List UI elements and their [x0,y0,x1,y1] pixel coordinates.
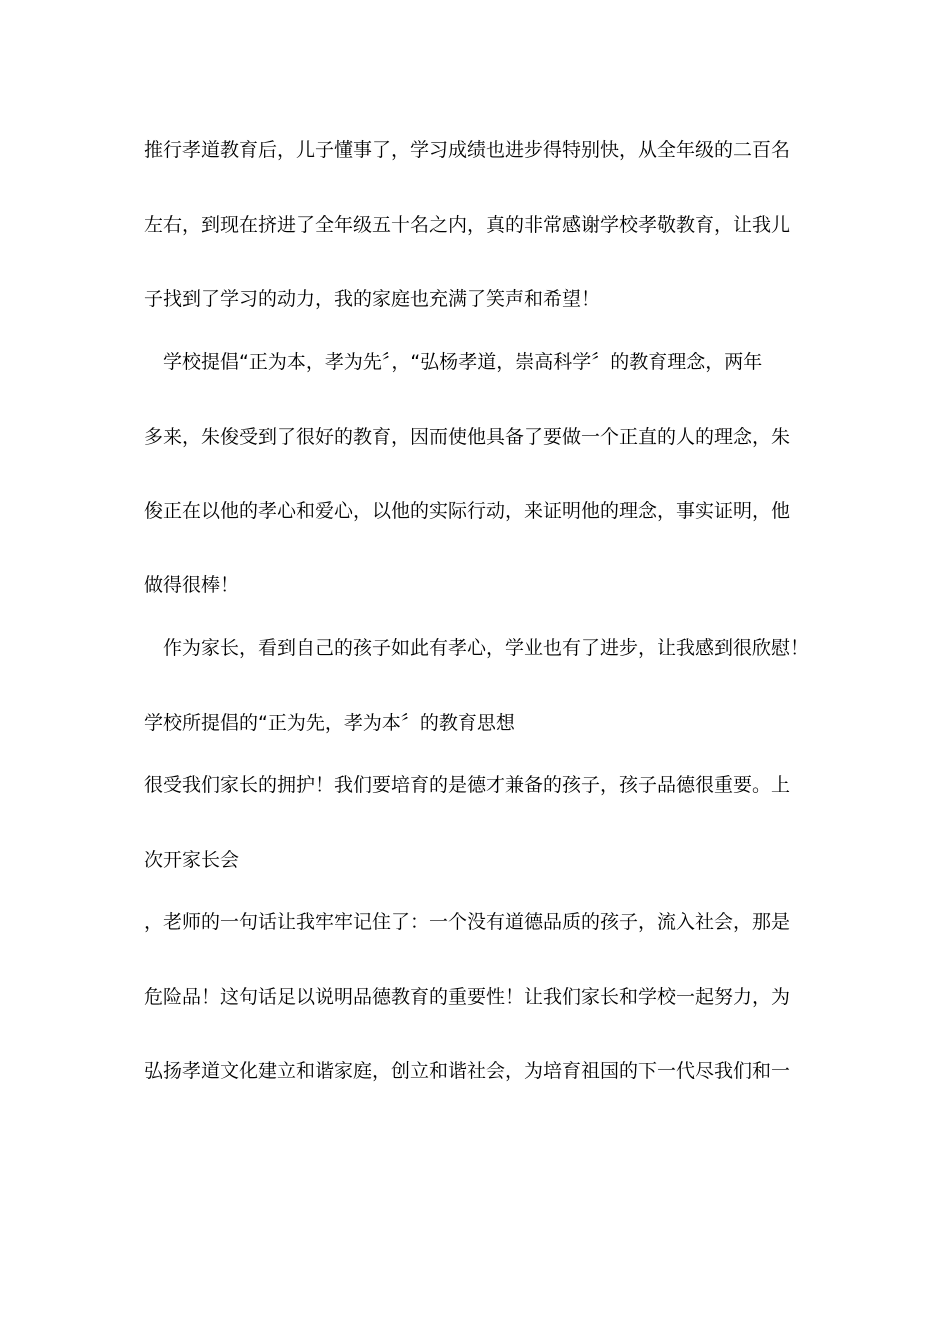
paragraph-line: 推行孝道教育后，儿子懂事了，学习成绩也进步得特别快，从全年级的二百名 [144,139,791,161]
paragraph-line: 子找到了学习的动力，我的家庭也充满了笑声和希望！ [144,288,601,310]
paragraph-line: 俊正在以他的孝心和爱心，以他的实际行动，来证明他的理念，事实证明，他 [144,500,791,522]
paragraph-line: 学校提倡“正为本，孝为先〞，“弘杨孝道，崇高科学〞的教育理念，两年 [144,351,763,373]
paragraph-line: 很受我们家长的拥护！我们要培育的是德才兼备的孩子，孩子品德很重要。上 [144,774,791,796]
paragraph-line: 做得很棒！ [144,574,240,596]
paragraph-line: 弘扬孝道文化建立和谐家庭，创立和谐社会，为培育祖国的下一代尽我们和一 [144,1060,791,1082]
paragraph-line: 学校所提倡的“正为先，孝为本〞的教育思想 [144,712,515,734]
paragraph-line: 左右，到现在挤进了全年级五十名之内，真的非常感谢学校孝敬教育，让我儿 [144,214,791,236]
paragraph-line: 次开家长会 [144,849,240,871]
paragraph-line: ，老师的一句话让我牢牢记住了：一个没有道德品质的孩子，流入社会，那是 [144,911,791,933]
paragraph-line: 作为家长，看到自己的孩子如此有孝心，学业也有了进步，让我感到很欣慰！ [144,637,810,659]
paragraph-line: 危险品！这句话足以说明品德教育的重要性！让我们家长和学校一起努力，为 [144,986,791,1008]
paragraph-line: 多来，朱俊受到了很好的教育，因而使他具备了要做一个正直的人的理念，朱 [144,426,791,448]
